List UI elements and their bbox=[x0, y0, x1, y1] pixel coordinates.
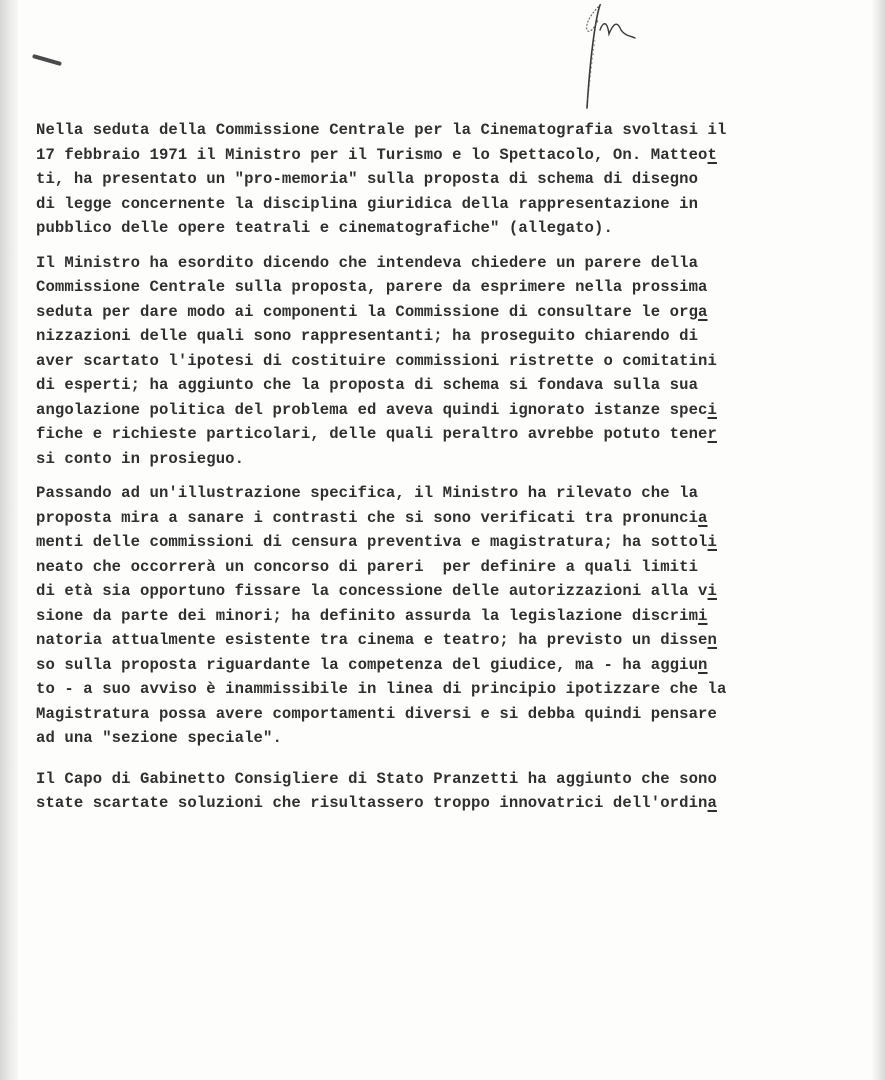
hyphenation-underlined-letter: i bbox=[707, 533, 717, 551]
scan-right-edge-shadow bbox=[871, 0, 885, 1080]
line-text: di età sia opportuno fissare la concessione delle autorizzazioni alla v bbox=[36, 582, 708, 600]
hyphenation-underlined-letter: n bbox=[698, 655, 708, 674]
text-line bbox=[36, 530, 856, 555]
paragraph bbox=[36, 481, 856, 751]
text-line bbox=[36, 767, 856, 792]
hyphenation-underlined-letter: i bbox=[698, 606, 708, 625]
text-line bbox=[36, 653, 856, 678]
line-text: aver scartato l'ipotesi di costituire commissioni ristrette o comitatini bbox=[36, 351, 717, 370]
line-text: state scartate soluzioni che risultassero troppo innovatrici dell'ordin bbox=[36, 794, 708, 812]
paragraph bbox=[36, 767, 856, 816]
line-text: proposta mira a sanare i contrasti che si sono verificati tra pronunci bbox=[36, 508, 699, 527]
line-text: Passando ad un'illustrazione specifica, il Ministro ha rilevato che la bbox=[36, 484, 699, 502]
line-text: seduta per dare modo ai componenti la Commissione di consultare le org bbox=[36, 302, 699, 321]
line-text: nizzazioni delle quali sono rappresentanti; ha proseguito chiarendo di bbox=[36, 327, 699, 345]
text-line bbox=[36, 555, 856, 580]
text-line bbox=[36, 373, 856, 398]
text-line bbox=[36, 216, 856, 241]
text-line bbox=[36, 349, 856, 374]
hyphenation-underlined-letter: i bbox=[707, 582, 717, 600]
line-text: neato che occorrerà un concorso di pareri per definire a quali limiti bbox=[36, 557, 699, 576]
text-line bbox=[36, 579, 856, 604]
scan-left-edge-shadow bbox=[0, 0, 18, 1080]
text-line bbox=[36, 118, 856, 143]
hyphenation-underlined-letter: a bbox=[698, 508, 708, 527]
line-text: Nella seduta della Commissione Centrale per la Cinematografia svoltasi il bbox=[36, 121, 727, 139]
line-text: ti, ha presentato un "pro-memoria" sulla proposta di schema di disegno bbox=[36, 170, 699, 188]
line-text: Commissione Centrale sulla proposta, parere da esprimere nella prossima bbox=[36, 278, 708, 296]
text-line bbox=[36, 726, 856, 751]
document-body bbox=[36, 118, 856, 816]
hyphenation-underlined-letter: a bbox=[698, 302, 708, 321]
line-text: fiche e richieste particolari, delle quali peraltro avrebbe potuto tene bbox=[36, 425, 708, 443]
line-text: si conto in prosieguo. bbox=[36, 449, 245, 468]
text-line bbox=[36, 143, 856, 168]
text-line bbox=[36, 447, 856, 472]
text-line bbox=[36, 300, 856, 325]
text-line bbox=[36, 702, 856, 727]
text-line bbox=[36, 324, 856, 349]
line-text: so sulla proposta riguardante la competenza del giudice, ma - ha aggiu bbox=[36, 655, 699, 674]
hyphenation-underlined-letter: r bbox=[707, 425, 717, 443]
line-text: to - a suo avviso è inammissibile in linea di principio ipotizzare che la bbox=[36, 680, 727, 698]
text-line bbox=[36, 398, 856, 423]
line-text: ad una "sezione speciale". bbox=[36, 729, 282, 747]
line-text: 17 febbraio 1971 il Ministro per il Turismo e lo Spettacolo, On. Matteo bbox=[36, 145, 708, 164]
text-line bbox=[36, 791, 856, 816]
text-line bbox=[36, 167, 856, 192]
paragraph bbox=[36, 118, 856, 241]
line-text: natoria attualmente esistente tra cinema e teatro; ha previsto un disse bbox=[36, 631, 708, 649]
text-line bbox=[36, 628, 856, 653]
line-text: Il Capo di Gabinetto Consigliere di Stato Pranzetti ha aggiunto che sono bbox=[36, 769, 717, 788]
line-text: di esperti; ha aggiunto che la proposta di schema si fondava sulla sua bbox=[36, 376, 699, 394]
handwritten-signature bbox=[565, 0, 675, 112]
line-text: di legge concernente la disciplina giuridica della rappresentazione in bbox=[36, 194, 699, 213]
text-line bbox=[36, 506, 856, 531]
text-line bbox=[36, 275, 856, 300]
line-text: menti delle commissioni di censura preventiva e magistratura; ha sottol bbox=[36, 533, 708, 551]
hyphenation-underlined-letter: n bbox=[707, 631, 717, 649]
hyphenation-underlined-letter: a bbox=[707, 794, 717, 812]
paragraph bbox=[36, 251, 856, 472]
text-line bbox=[36, 251, 856, 276]
line-text: angolazione politica del problema ed aveva quindi ignorato istanze spec bbox=[36, 400, 708, 419]
line-text: sione da parte dei minori; ha definito assurda la legislazione discrim bbox=[36, 606, 699, 625]
text-line bbox=[36, 604, 856, 629]
text-line bbox=[36, 192, 856, 217]
hyphenation-underlined-letter: t bbox=[707, 145, 717, 164]
line-text: Il Ministro ha esordito dicendo che intendeva chiedere un parere della bbox=[36, 253, 699, 272]
line-text: Magistratura possa avere comportamenti diversi e si debba quindi pensare bbox=[36, 704, 717, 723]
text-line bbox=[36, 481, 856, 506]
text-line bbox=[36, 422, 856, 447]
hyphenation-underlined-letter: i bbox=[707, 400, 717, 419]
margin-pen-mark bbox=[32, 54, 62, 66]
text-line bbox=[36, 677, 856, 702]
line-text: pubblico delle opere teatrali e cinematografiche" (allegato). bbox=[36, 219, 613, 237]
